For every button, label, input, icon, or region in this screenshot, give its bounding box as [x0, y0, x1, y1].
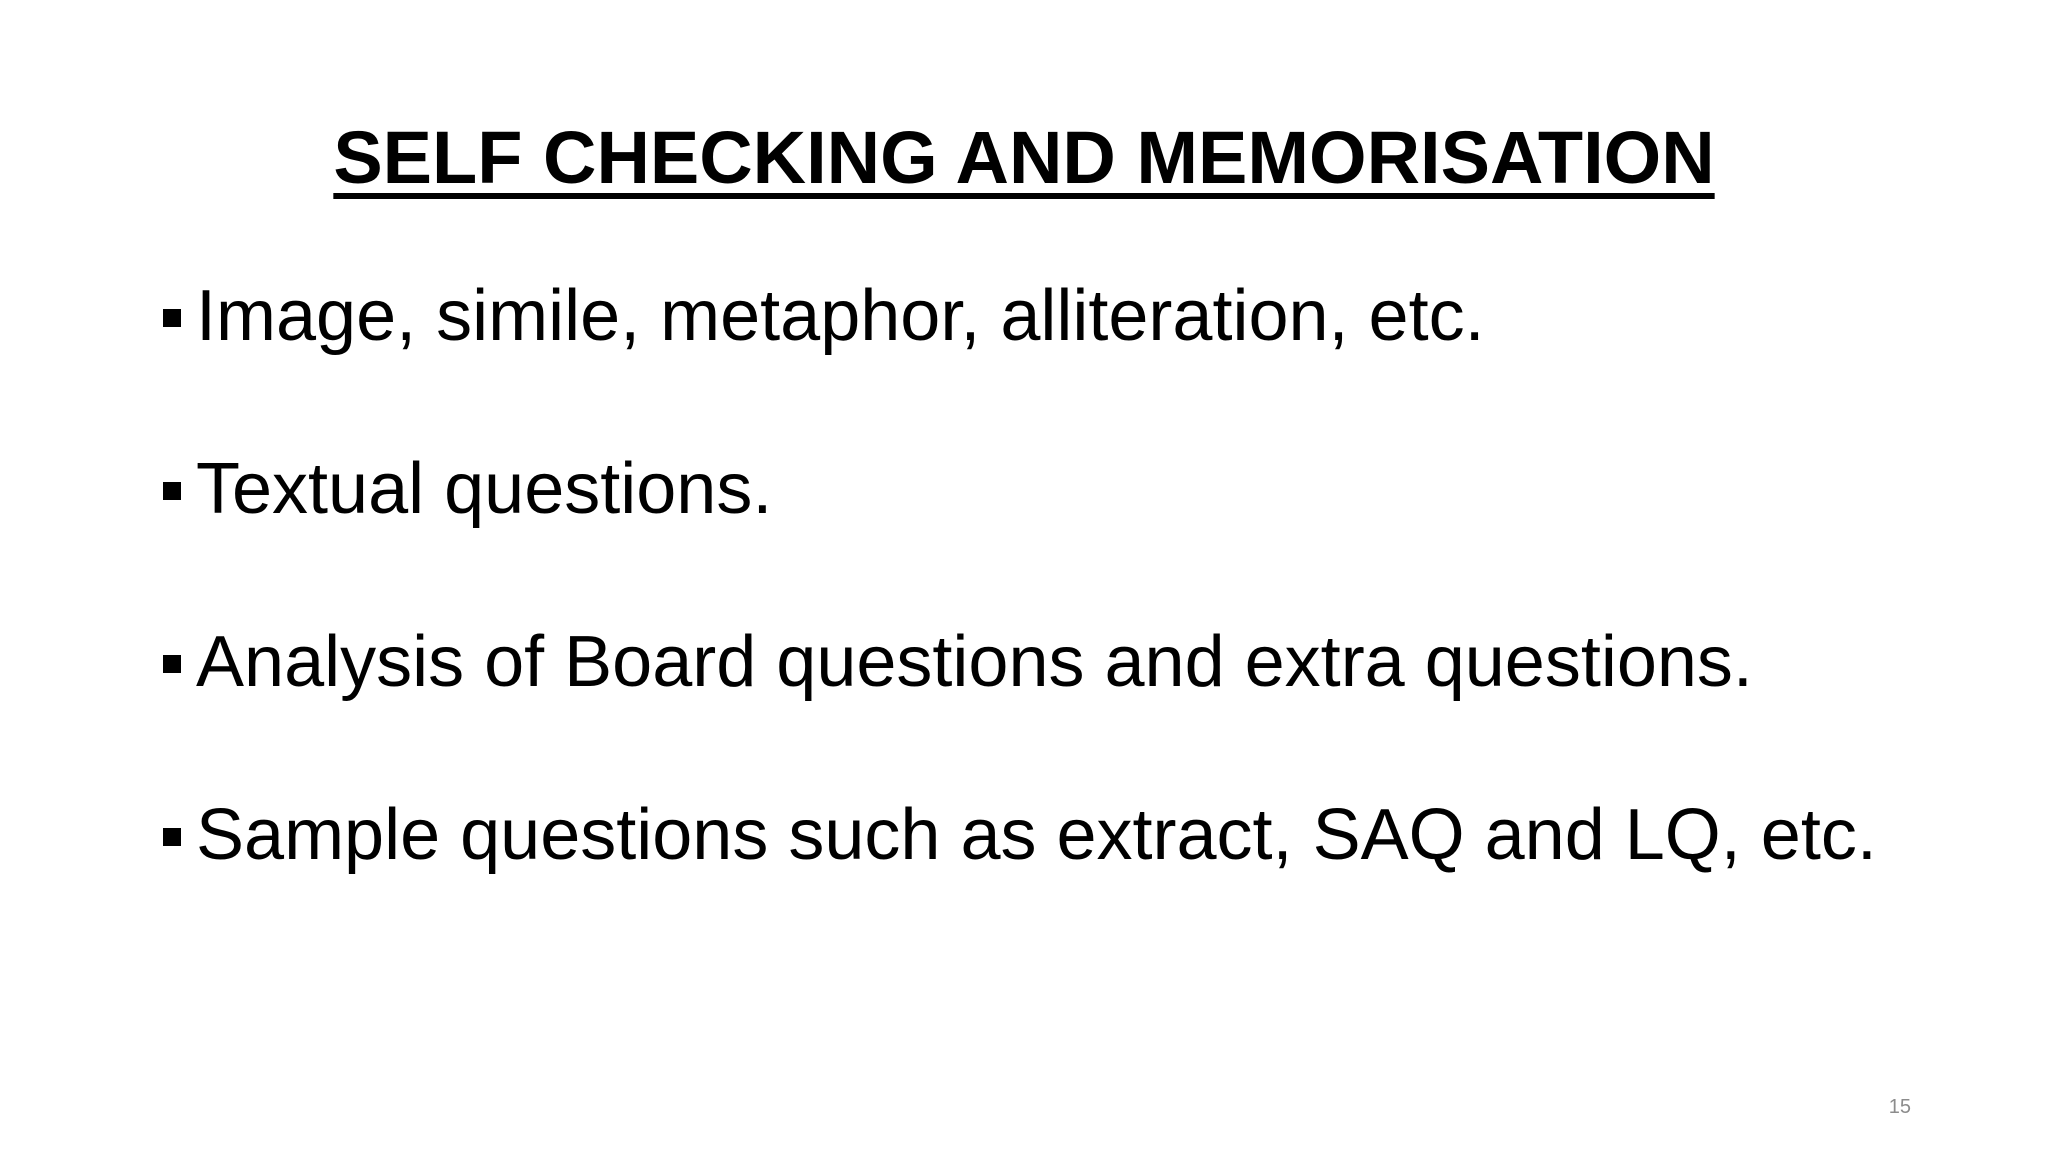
bullet-text: Textual questions.	[196, 449, 773, 529]
square-bullet-icon	[163, 309, 181, 327]
bullet-item	[163, 449, 1911, 529]
bullet-list	[163, 276, 1911, 875]
bullet-item	[163, 795, 1911, 875]
slide-title-text: SELF CHECKING AND MEMORISATION	[333, 116, 1715, 199]
bullet-item	[163, 276, 1911, 356]
square-bullet-icon	[163, 482, 181, 500]
bullet-text: Image, simile, metaphor, alliteration, etc.	[196, 276, 1485, 356]
square-bullet-icon	[163, 655, 181, 673]
page-number: 15	[1888, 1096, 1911, 1118]
square-bullet-icon	[163, 828, 181, 846]
bullet-item	[163, 622, 1911, 702]
bullet-text: Sample questions such as extract, SAQ and LQ, etc.	[196, 795, 1877, 875]
bullet-text: Analysis of Board questions and extra questions.	[196, 622, 1753, 702]
slide-title	[0, 112, 2048, 204]
